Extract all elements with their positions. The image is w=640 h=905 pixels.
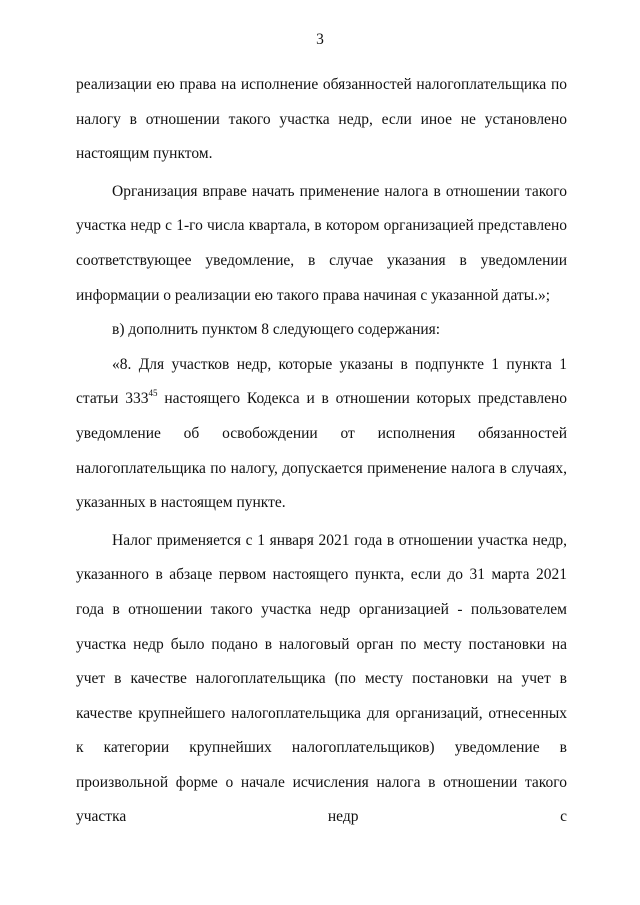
article-superscript: 45 — [148, 388, 158, 399]
document-body — [76, 68, 567, 835]
item-8-text-end: настоящего Кодекса и в отношении которых представлено уведомление об освобождении от исполнения обязанностей налогоплательщика по налогу, допускается применение налога в случаях, указанных в настоящем пункте. — [76, 390, 567, 512]
item-8-text-start: «8. Для участков недр, которые указаны в подпункте 1 пункта 1 статьи 333 — [76, 355, 567, 408]
paragraph-organization-right: Организация вправе начать применение налога в отношении такого участка недр с 1-го числа квартала, в котором организацией представлено соответствующее уведомление, в случае указания в уведомлении информации о реализации ею такого права начиная с указанной даты.»; — [76, 182, 567, 304]
paragraph-continuation: реализации ею права на исполнение обязанностей налогоплательщика по налогу в отношении такого участка недр, если иное не установлено настоящим пунктом. — [76, 76, 567, 163]
paragraph-amendment-intro: в) дополнить пунктом 8 следующего содержания: — [112, 321, 441, 339]
paragraph-item-8 — [76, 348, 567, 521]
page-number: 3 — [316, 31, 324, 48]
paragraph-tax-application: Налог применяется с 1 января 2021 года в отношении участка недр, указанного в абзаце первом настоящего пункта, если до 31 марта 2021 года в отношении такого участка недр организацией - пользователем участка недр было подано в налоговый орган по месту постановки на учет в качестве налогоплательщика (по месту постановки на учет в качестве крупнейшего налогоплательщика для организаций, отнесенных к категории крупнейших налогоплательщиков) уведомление в произвольной форме о начале исчисления налога в отношении такого участка недр с — [76, 531, 567, 826]
